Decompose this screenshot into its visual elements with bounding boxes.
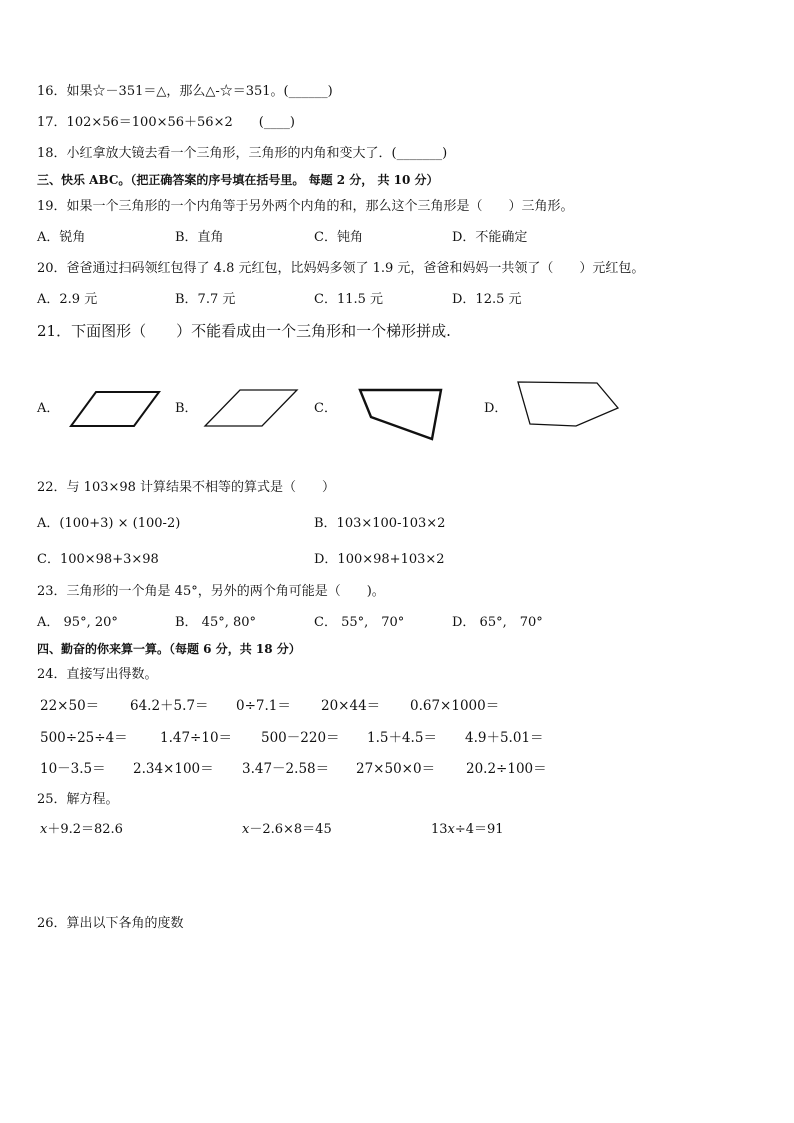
q23-option-c: C． 55°, 70° — [314, 615, 405, 630]
q18-text: 18．小红拿放大镜去看一个三角形，三角形的内角和变大了．(_______) — [37, 146, 448, 161]
q26-text: 26．算出以下各角的度数 — [37, 916, 184, 931]
q25-text: 25．解方程。 — [37, 792, 119, 807]
q24-r3-c4: 27×50×0＝ — [356, 761, 436, 777]
q19-option-c: C．钝角 — [314, 230, 363, 245]
q19-option-b: B．直角 — [175, 230, 224, 245]
q21-label-a: A． — [37, 401, 60, 416]
q23-option-b: B． 45°, 80° — [175, 615, 257, 630]
q19-option-d: D．不能确定 — [452, 230, 528, 245]
q19-option-a: A．锐角 — [37, 230, 86, 245]
q22-option-c: C．100×98+3×98 — [37, 552, 159, 567]
q24-r2-c2: 1.47÷10＝ — [160, 730, 233, 746]
q22-text: 22．与 103×98 计算结果不相等的算式是（ ） — [37, 480, 336, 495]
q24-r1-c3: 0÷7.1＝ — [236, 698, 291, 714]
q22-option-b: B．103×100-103×2 — [314, 516, 446, 531]
q24-r2-c1: 500÷25÷4＝ — [40, 730, 128, 746]
q24-r1-c1: 22×50＝ — [40, 698, 100, 714]
q24-r1-c4: 20×44＝ — [321, 698, 381, 714]
q21-label-b: B． — [175, 401, 198, 416]
q24-r3-c1: 10－3.5＝ — [40, 761, 106, 777]
q21-label-c: C． — [314, 401, 337, 416]
q21-label-d: D． — [484, 401, 508, 416]
q21-shape-b — [202, 388, 300, 430]
q20-option-a: A．2.9 元 — [37, 292, 98, 307]
q20-option-d: D．12.5 元 — [452, 292, 522, 307]
section-3-heading: 三、快乐 ABC。（把正确答案的序号填在括号里。 每题 2 分， 共 10 分） — [37, 173, 439, 187]
q19-text: 19．如果一个三角形的一个内角等于另外两个内角的和，那么这个三角形是（ ）三角形。 — [37, 199, 574, 214]
q25-equation-3: 13𝑥÷4＝91 — [431, 822, 504, 837]
section-4-heading: 四、勤奋的你来算一算。（每题 6 分，共 18 分） — [37, 642, 301, 656]
q21-text: 21．下面图形（ ）不能看成由一个三角形和一个梯形拼成. — [37, 322, 451, 340]
q24-r1-c5: 0.67×1000＝ — [410, 698, 500, 714]
q20-option-c: C．11.5 元 — [314, 292, 384, 307]
q23-text: 23．三角形的一个角是 45°，另外的两个角可能是（ )。 — [37, 584, 385, 599]
q20-option-b: B．7.7 元 — [175, 292, 236, 307]
q24-r3-c5: 20.2÷100＝ — [466, 761, 547, 777]
q21-shape-c — [355, 385, 447, 445]
q17-text: 17．102×56＝100×56＋56×2 (____) — [37, 115, 295, 130]
q22-option-a: A．(100+3) × (100-2) — [37, 516, 181, 531]
q24-r1-c2: 64.2＋5.7＝ — [130, 698, 209, 714]
q25-equation-1: 𝑥＋9.2＝82.6 — [40, 822, 123, 837]
q21-shape-d — [512, 378, 622, 430]
q23-option-d: D． 65°, 70° — [452, 615, 543, 630]
q20-text: 20．爸爸通过扫码领红包得了 4.8 元红包，比妈妈多领了 1.9 元，爸爸和妈妈一共领了（ ）元红包。 — [37, 261, 645, 276]
q16-text: 16．如果☆－351＝△，那么△-☆＝351。(______) — [37, 84, 333, 99]
q22-option-d: D．100×98+103×2 — [314, 552, 445, 567]
q24-r2-c4: 1.5＋4.5＝ — [367, 730, 437, 746]
q23-option-a: A． 95°, 20° — [37, 615, 118, 630]
q25-equation-2: 𝑥－2.6×8＝45 — [242, 822, 332, 837]
q24-r2-c3: 500－220＝ — [261, 730, 340, 746]
q24-r2-c5: 4.9＋5.01＝ — [465, 730, 544, 746]
q21-shape-a — [68, 388, 162, 430]
q24-r3-c3: 3.47－2.58＝ — [242, 761, 330, 777]
q24-text: 24．直接写出得数。 — [37, 667, 158, 682]
q24-r3-c2: 2.34×100＝ — [133, 761, 214, 777]
